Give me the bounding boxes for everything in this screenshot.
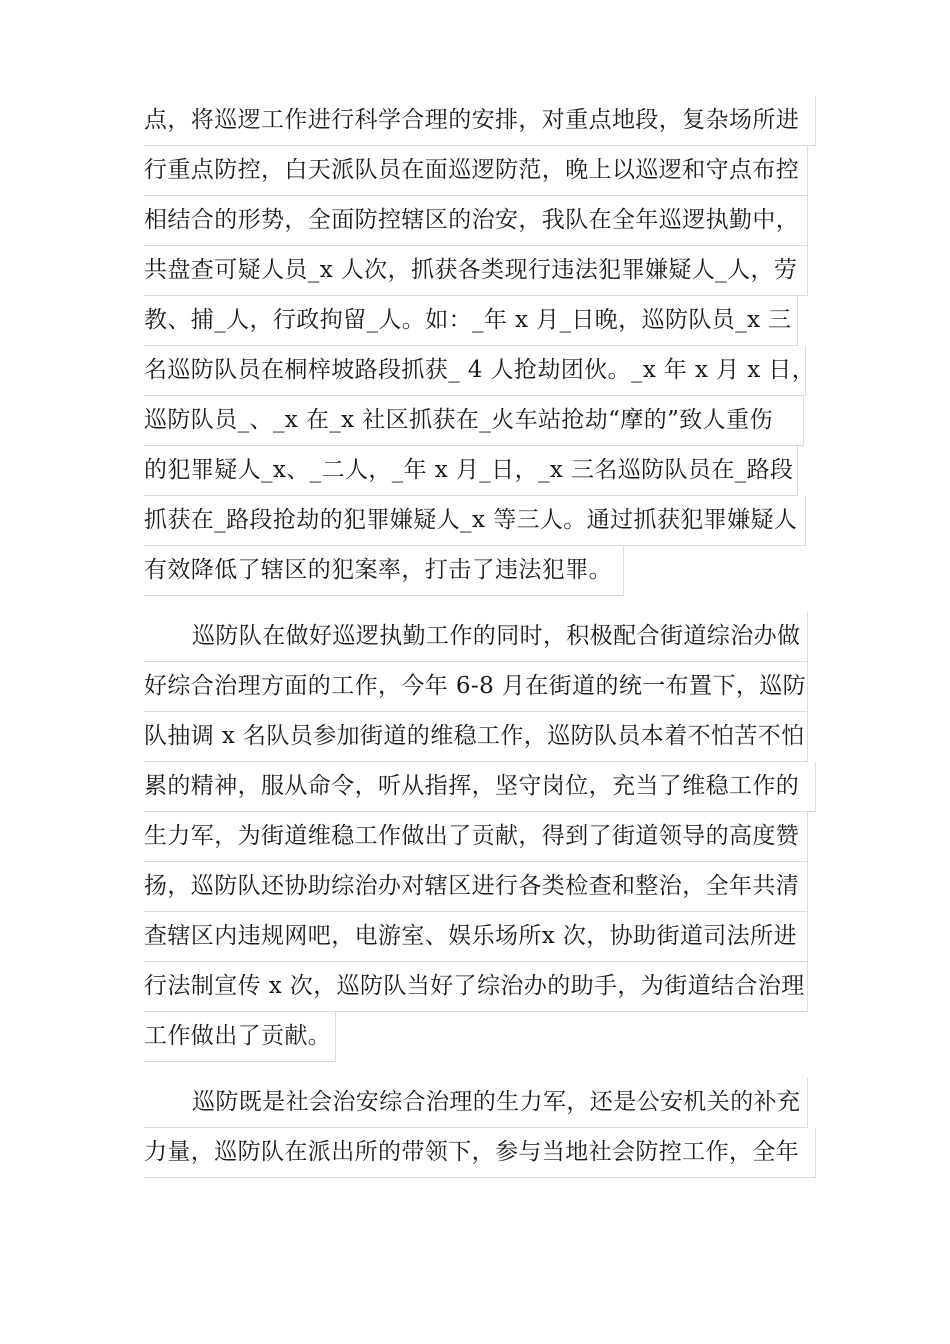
- text-line: 巡防既是社会治安综合治理的生力军，还是公安机关的补充: [144, 1078, 808, 1128]
- text-line: 生力军，为街道维稳工作做出了贡献，得到了街道领导的高度赞: [144, 812, 808, 862]
- text-line: 扬，巡防队还协助综治办对辖区进行各类检查和整治，全年共清: [144, 862, 808, 912]
- text-line: 点，将巡逻工作进行科学合理的安排，对重点地段，复杂场所进: [144, 96, 816, 146]
- text-line: 抓获在_路段抢劫的犯罪嫌疑人_x 等三人。通过抓获犯罪嫌疑人: [144, 496, 806, 546]
- text-line: 相结合的形势，全面防控辖区的治安，我队在全年巡逻执勤中，: [144, 196, 808, 246]
- paragraph-3: [144, 1078, 816, 1178]
- text-line: 好综合治理方面的工作，今年 6-8 月在街道的统一布置下，巡防: [144, 662, 808, 712]
- paragraph-1: [144, 96, 816, 596]
- text-line: 累的精神，服从命令，听从指挥，坚守岗位，充当了维稳工作的: [144, 762, 816, 812]
- text-line: 教、捕_人，行政拘留_人。如：_年 x 月_日晚，巡防队员_x 三: [144, 296, 798, 346]
- text-line: 行重点防控，白天派队员在面巡逻防范，晚上以巡逻和守点布控: [144, 146, 808, 196]
- paragraph-2: [144, 612, 816, 1062]
- text-line: 巡防队在做好巡逻执勤工作的同时，积极配合街道综治办做: [144, 612, 808, 662]
- text-line: 查辖区内违规网吧，电游室、娱乐场所x 次，协助街道司法所进: [144, 912, 808, 962]
- text-line: 的犯罪疑人_x、_二人，_年 x 月_日，_x 三名巡防队员在_路段: [144, 446, 798, 496]
- text-line: 工作做出了贡献。: [144, 1012, 336, 1062]
- text-line: 队抽调 x 名队员参加街道的维稳工作，巡防队员本着不怕苦不怕: [144, 712, 808, 762]
- text-line: 巡防队员_、_x 在_x 社区抓获在_火车站抢劫“摩的”致人重伤: [144, 396, 804, 446]
- text-line: 名巡防队员在桐梓坡路段抓获_ 4 人抢劫团伙。_x 年 x 月 x 日，: [144, 346, 806, 396]
- text-line: 有效降低了辖区的犯案率，打击了违法犯罪。: [144, 546, 624, 596]
- text-line: 行法制宣传 x 次，巡防队当好了综治办的助手，为街道结合治理: [144, 962, 808, 1012]
- text-line: 共盘查可疑人员_x 人次，抓获各类现行违法犯罪嫌疑人_人，劳: [144, 246, 808, 296]
- text-line: 力量，巡防队在派出所的带领下，参与当地社会防控工作，全年: [144, 1128, 816, 1178]
